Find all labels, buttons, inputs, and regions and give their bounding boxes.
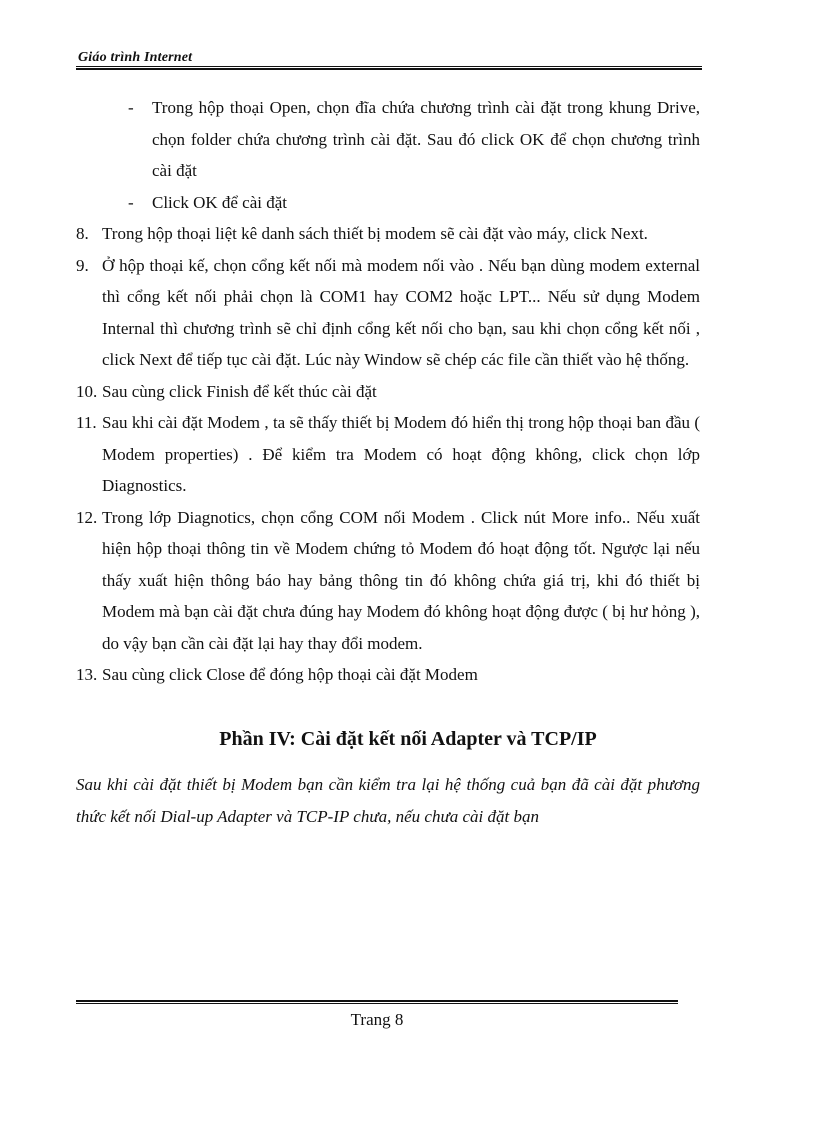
bullet-text: Trong hộp thoại Open, chọn đĩa chứa chương trình cài đặt trong khung Drive, chọn folder chứa chương trình cài đặt. Sau đó click OK để chọn chương trình cài đặt	[152, 98, 700, 180]
bullet-dash: -	[128, 192, 134, 212]
step-item-9	[76, 250, 700, 376]
page-number: Trang 8	[350, 1010, 404, 1029]
header-rule	[76, 66, 702, 70]
step-item-10	[76, 376, 700, 408]
step-number: 13.	[76, 665, 98, 684]
bullet-dash: -	[128, 98, 134, 117]
step-text: Ở hộp thoại kế, chọn cổng kết nối mà modem nối vào . Nếu bạn dùng modem external thì cổng kết nối phải chọn là COM1 hay COM2 hoặc LPT... Nếu sử dụng Modem Internal thì chương trình sẽ chỉ định cổng kết nối cho bạn, sau khi chọn cổng kết nối , click Next để tiếp tục cài đặt. Lúc này Window sẽ chép các file cần thiết vào hệ thống.	[102, 255, 700, 369]
step-item-8	[76, 218, 700, 250]
section-intro: Sau khi cài đặt thiết bị Modem bạn cần kiểm tra lại hệ thống cuả bạn đã cài đặt phương thức kết nối Dial-up Adapter và TCP-IP chưa, nếu chưa cài đặt bạn	[76, 774, 700, 826]
step-number: 12.	[76, 507, 98, 527]
step-item-11	[76, 407, 700, 502]
page-content	[0, 92, 816, 833]
step-text: Trong lớp Diagnotics, chọn cổng COM nối Modem . Click nút More info.. Nếu xuất hiện hộp thoại thông tin về Modem chứng tỏ Modem đó hoạt động tốt. Ngược lại nếu thấy xuất hiện thông báo hay bảng thông tin đó không chứa giá trị, khi đó thiết bị Modem mà bạn cài đặt chưa đúng hay Modem đó không hoạt động được ( bị hư hỏng ), do vậy bạn cần cài đặt lại hay thay đổi modem.	[102, 507, 700, 653]
step-number: 9.	[76, 255, 89, 275]
section-heading: Phần IV: Cài đặt kết nối Adapter và TCP/IP	[219, 727, 597, 750]
step-number: 11.	[76, 413, 97, 432]
step-text: Sau cùng click Close để đóng hộp thoại cài đặt Modem	[102, 665, 478, 684]
bullet-text: Click OK để cài đặt	[152, 192, 288, 212]
step-item-13	[76, 659, 700, 691]
header-title: Giáo trình Internet	[78, 50, 193, 65]
footer-rule	[76, 1000, 678, 1004]
step-number: 10.	[76, 381, 98, 401]
step-text: Sau khi cài đặt Modem , ta sẽ thấy thiết bị Modem đó hiển thị trong hộp thoại ban đầu ( Modem properties) . Để kiểm tra Modem có hoạt động không, click chọn lớp Diagnostics.	[102, 413, 700, 495]
bullet-item	[128, 187, 700, 219]
step-item-12	[76, 502, 700, 660]
bullet-item	[128, 92, 700, 187]
step-number: 8.	[76, 224, 89, 243]
step-text: Trong hộp thoại liệt kê danh sách thiết bị modem sẽ cài đặt vào máy, click Next.	[102, 224, 648, 243]
step-text: Sau cùng click Finish để kết thúc cài đặt	[102, 381, 377, 401]
